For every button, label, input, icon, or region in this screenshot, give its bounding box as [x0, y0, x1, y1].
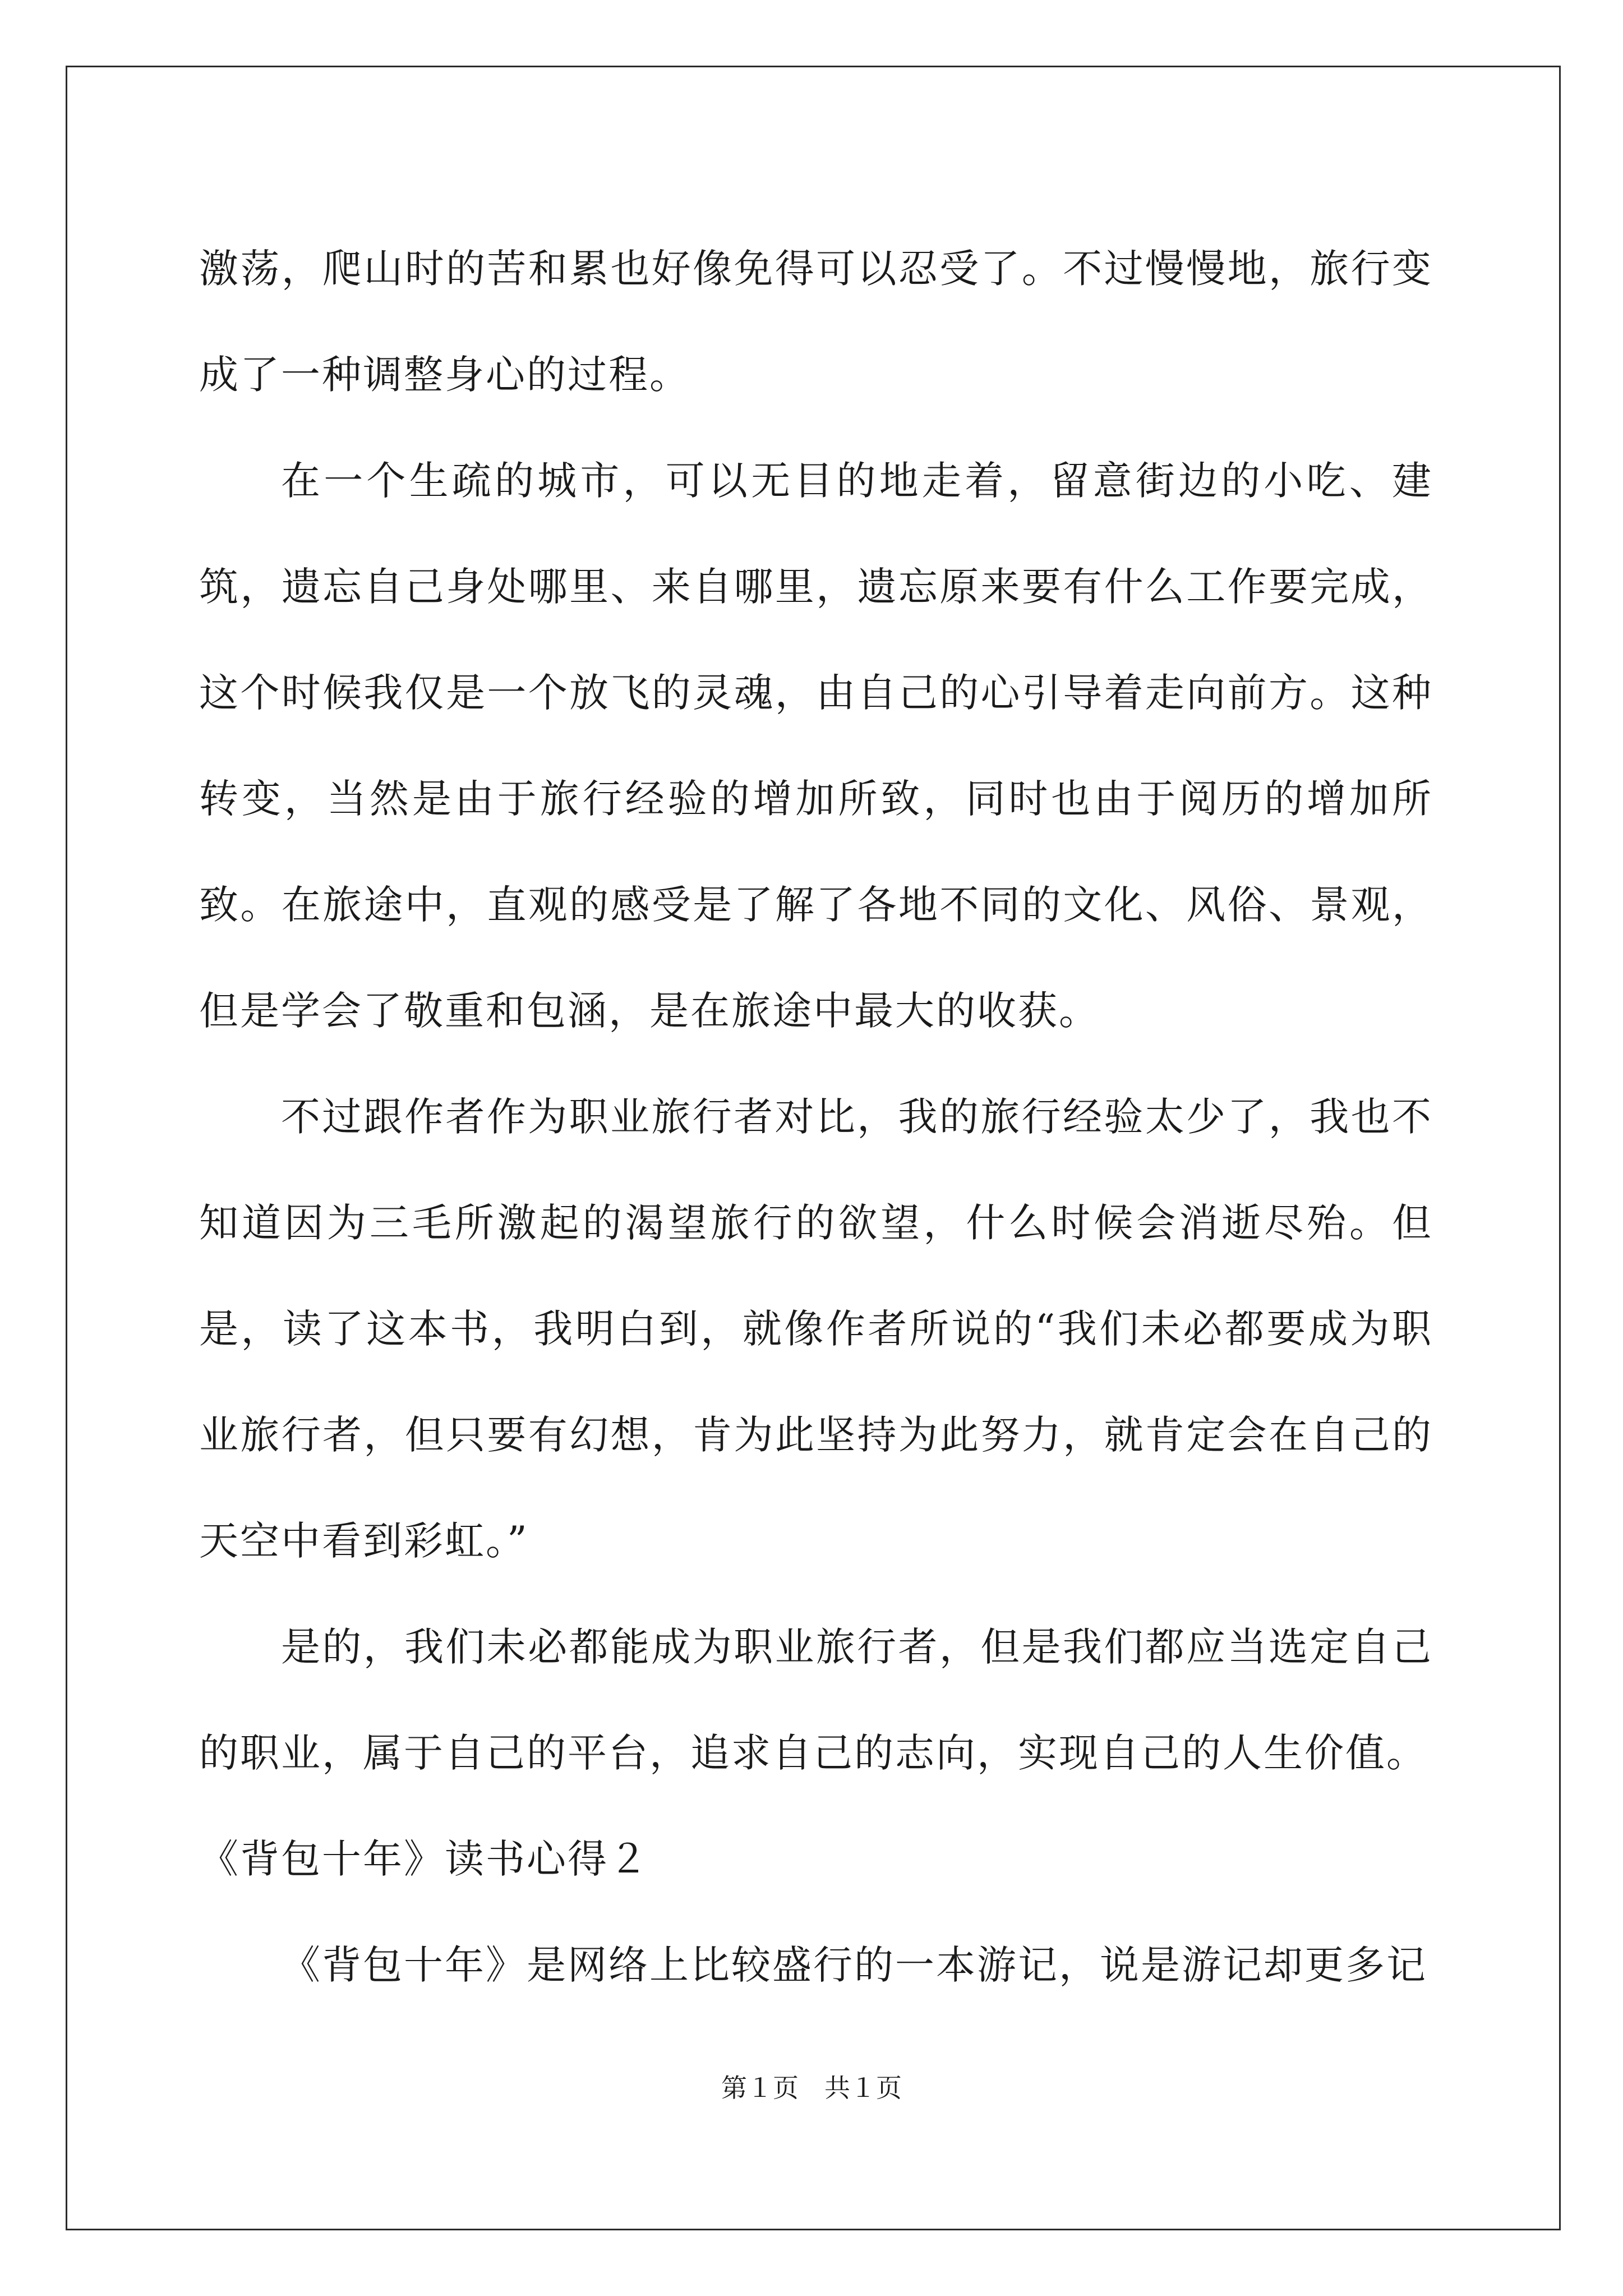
- page-footer: 第１页 共１页: [721, 2073, 902, 2103]
- paragraph-3: 不过跟作者作为职业旅行者对比，我的旅行经验太少了，我也不知道因为三毛所激起的渴望旅行的欲望，什么时候会消逝尽殆。但是，读了这本书，我明白到，就像作者所说的“我们未必都要成为职业旅行者，但只要有幻想，肯为此坚持为此努力，就肯定会在自己的天空中看到彩虹。”: [199, 1094, 1433, 1564]
- paragraph-2: 在一个生疏的城市，可以无目的地走着，留意街边的小吃、建筑，遗忘自己身处哪里、来自哪里，遗忘原来要有什么工作要完成，这个时候我仅是一个放飞的灵魂，由自己的心引导着走向前方。这种转变，当然是由于旅行经验的增加所致，同时也由于阅历的增加所致。在旅途中，直观的感受是了解了各地不同的文化、风俗、景观，但是学会了敬重和包涵，是在旅途中最大的收获。: [199, 458, 1433, 1034]
- section-heading: 《背包十年》读书心得２: [199, 1836, 649, 1882]
- paragraph-4: 是的，我们未必都能成为职业旅行者，但是我们都应当选定自己的职业，属于自己的平台，追求自己的志向，实现自己的人生价值。: [199, 1624, 1433, 1776]
- paragraph-5: 《背包十年》是网络上比较盛行的一本游记，说是游记却更多记: [281, 1942, 1427, 1988]
- paragraph-1: 激荡，爬山时的苦和累也好像免得可以忍受了。不过慢慢地，旅行变成了一种调整身心的过程。: [199, 246, 1433, 398]
- document-body: [199, 216, 1433, 2018]
